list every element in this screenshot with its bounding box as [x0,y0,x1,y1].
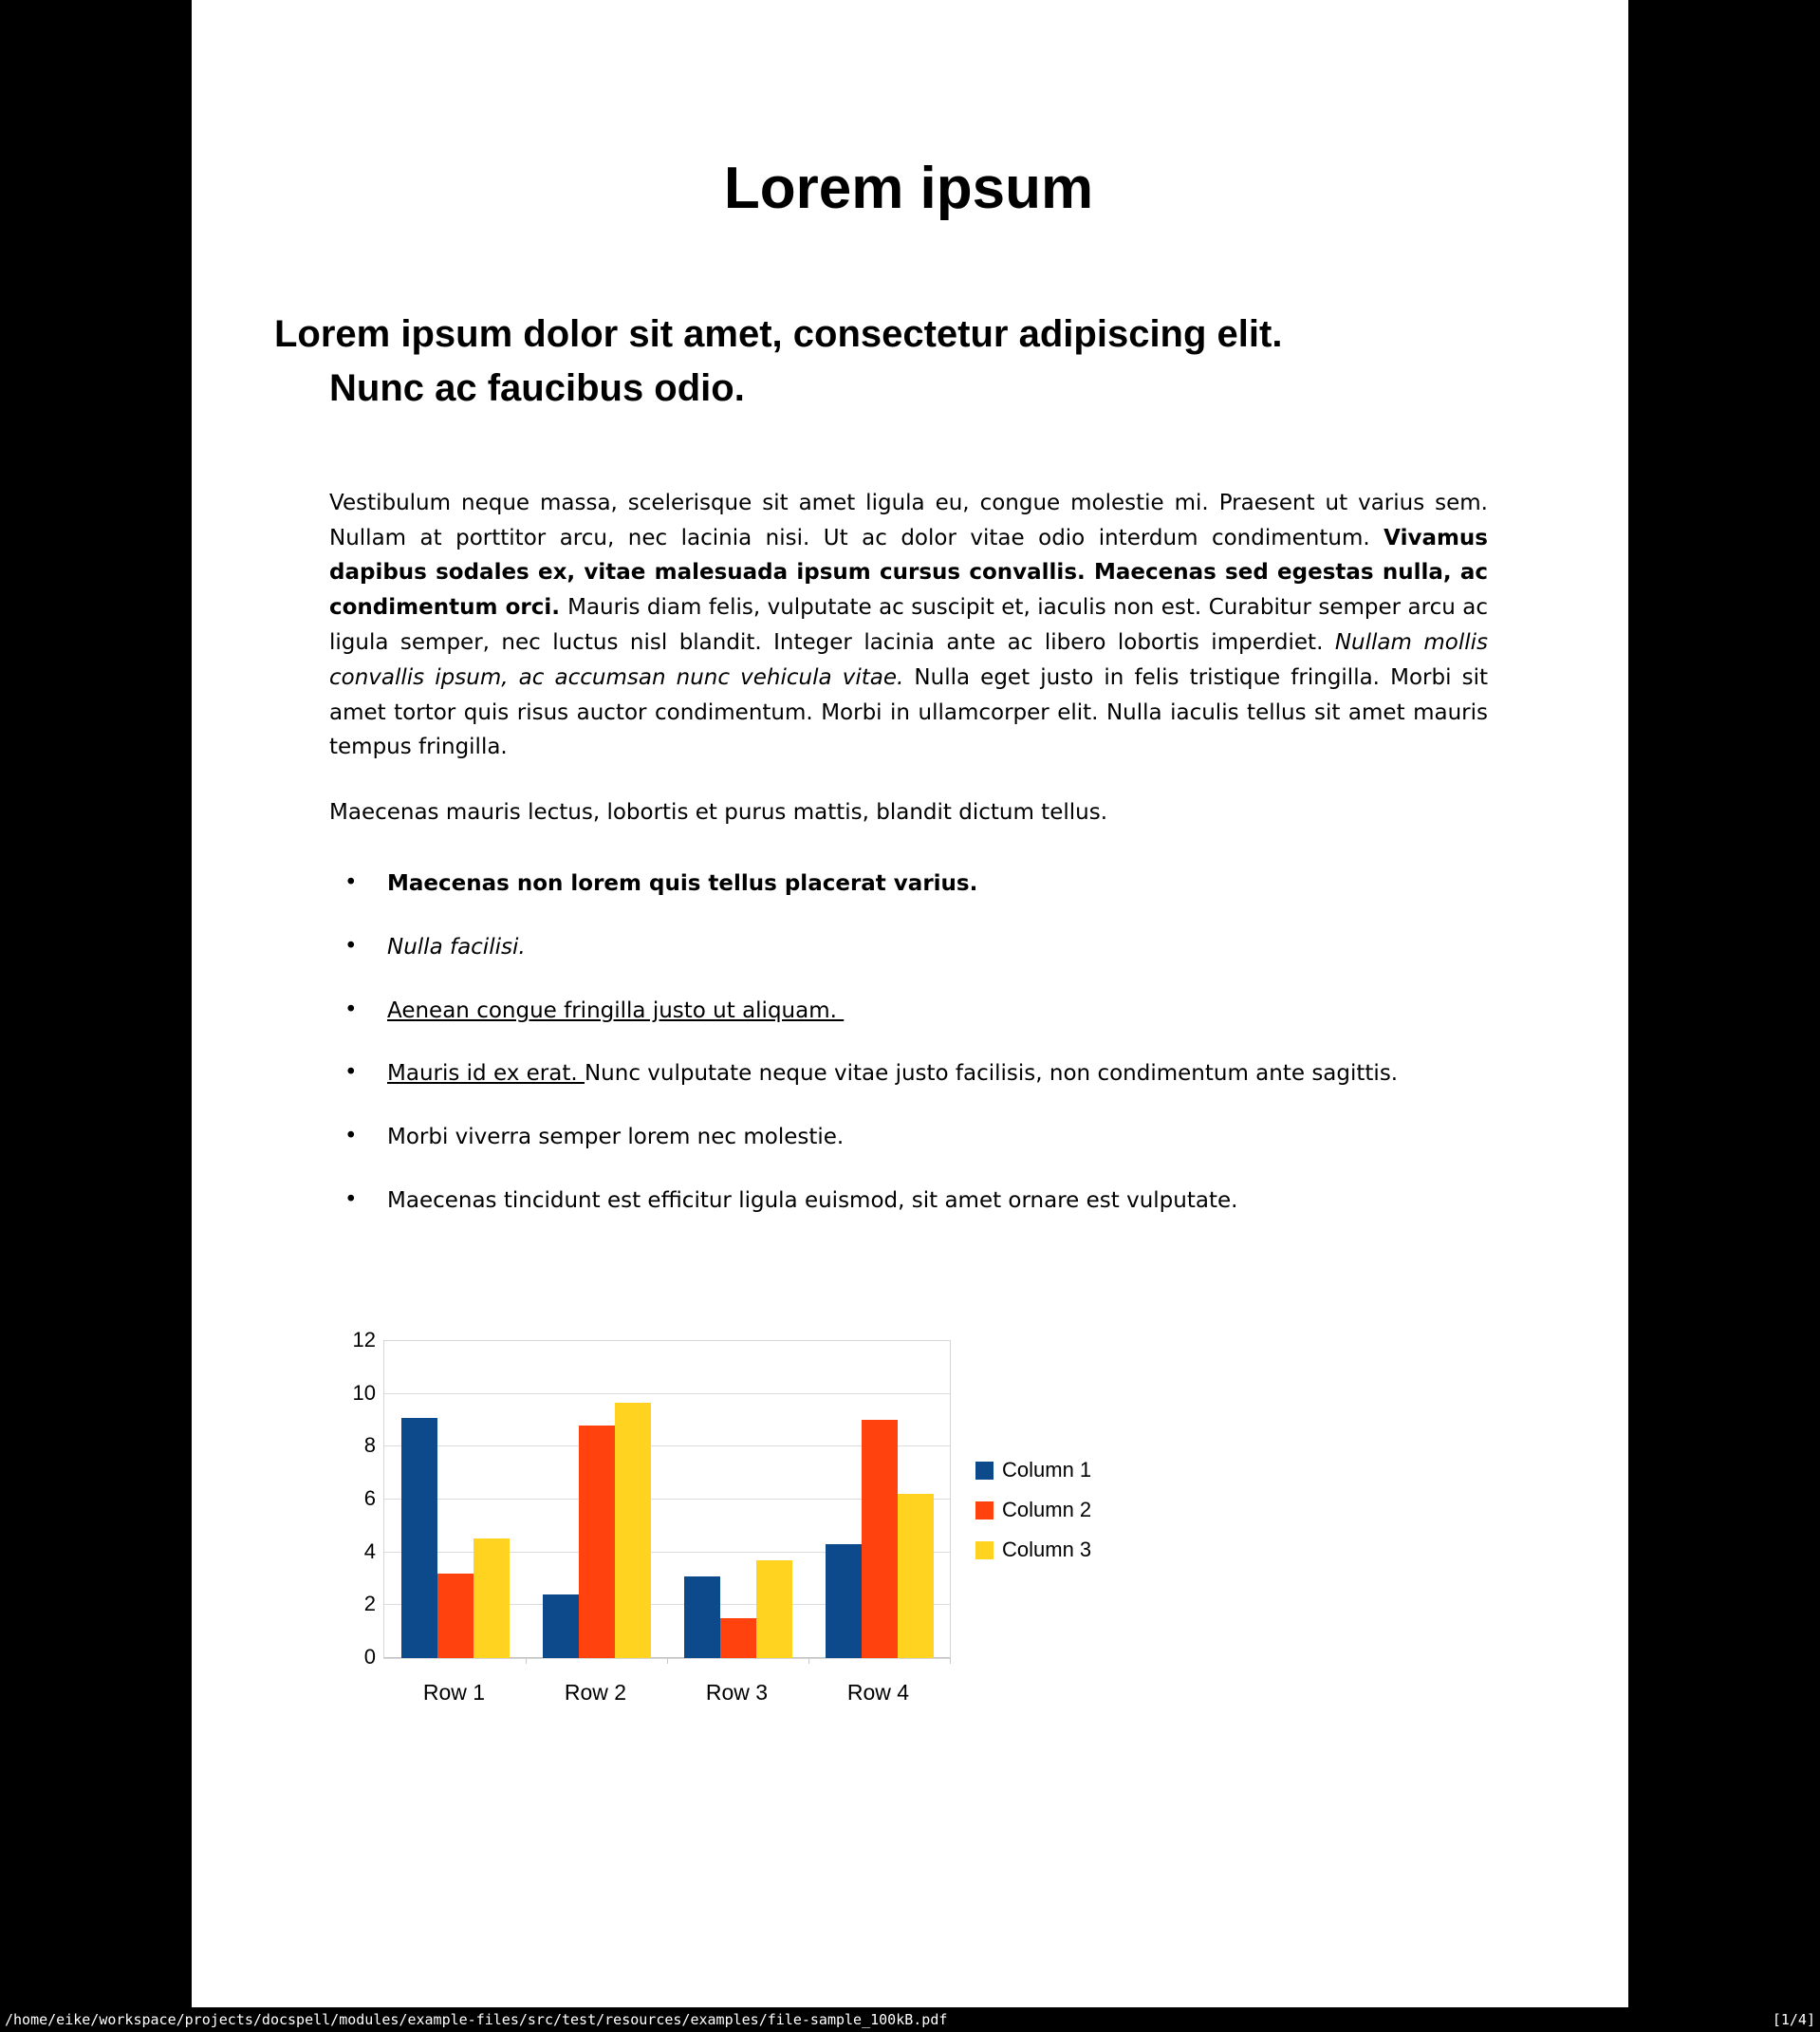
x-axis-category-label: Row 3 [705,1680,769,1705]
bar-row-3-column-3 [756,1560,792,1658]
text-segment: Maecenas tincidunt est efficitur ligula euismod, sit amet ornare est vulputate. [387,1188,1238,1214]
bar-row-4-column-2 [862,1420,898,1658]
bar-chart [344,1319,1321,1737]
y-axis-tick-label: 10 [352,1380,376,1405]
chart-plot-area [383,1340,951,1659]
legend-entry [975,1498,1091,1522]
bar-row-4-column-1 [826,1544,862,1658]
bar-row-2-column-2 [579,1426,615,1658]
x-axis-tick [950,1658,951,1664]
list-item [329,867,1488,902]
paragraph-2: Maecenas mauris lectus, lobortis et purus mattis, blandit dictum tellus. [329,800,1108,826]
bar-group [667,1341,808,1658]
bar-row-4-column-3 [898,1494,934,1658]
y-axis-tick-label: 8 [363,1433,376,1458]
bar-row-3-column-2 [720,1618,756,1658]
text-segment: Vestibulum neque massa, scelerisque sit amet ligula eu, congue molestie mi. Praesent ut varius sem. Nullam at porttitor arcu, nec lacinia nisi. Ut ac dolor vitae odio interdum condimentum. [329,490,1488,550]
bar-row-3-column-1 [684,1576,720,1658]
x-axis-category-label: Row 2 [564,1680,627,1705]
document-heading [274,308,1488,416]
chart-legend [975,1458,1091,1577]
text-segment: Nunc vulputate neque vitae justo facilisis, non condimentum ante sagittis. [584,1061,1399,1087]
heading-line: Lorem ipsum dolor sit amet, consectetur adipiscing elit. [274,313,1283,356]
bar-group [808,1341,950,1658]
viewer-statusbar [0,2007,1820,2032]
list-item [329,1184,1488,1219]
text-segment: Mauris id ex erat. [387,1061,585,1087]
y-axis-tick-label: 0 [363,1645,376,1668]
bar-row-1-column-2 [437,1574,474,1658]
document-page[interactable] [192,0,1628,2007]
bullet-list [329,867,1488,1219]
y-axis-tick-label: 12 [352,1328,376,1352]
legend-swatch [975,1541,994,1559]
paragraph-1 [329,486,1488,765]
text-segment: Nulla facilisi. [387,934,526,960]
list-item [329,1056,1488,1091]
document-title: Lorem ipsum [723,156,1094,221]
bar-row-2-column-1 [543,1594,579,1658]
bar-row-1-column-1 [401,1418,437,1658]
statusbar-file-path: /home/eike/workspace/projects/docspell/modules/example-files/src/test/resources/examples/file-sample_100kB.pdf [5,2011,948,2028]
bullet-marker: • [344,1187,358,1213]
statusbar-page-indicator: [1/4] [1772,2011,1815,2028]
bar-group [526,1341,667,1658]
legend-swatch [975,1501,994,1519]
legend-entry [975,1538,1091,1562]
list-item [329,1120,1488,1155]
y-axis-tick-label: 4 [363,1538,376,1563]
list-item [329,930,1488,965]
legend-entry [975,1458,1091,1482]
legend-label: Column 3 [1002,1538,1092,1561]
x-axis-tick [526,1658,527,1664]
document-content [192,155,1628,1219]
text-segment: Nulla eget justo in felis tristique fringilla. Morbi sit amet tortor quis risus auctor condimentum. Morbi in ullamcorper elit. Nulla iaculis tellus sit amet mauris tempus fringilla. [329,664,1488,760]
x-axis-category-label: Row 1 [422,1680,486,1705]
x-axis-category-label: Row 4 [846,1680,910,1705]
text-segment: Aenean congue fringilla justo ut aliquam. [387,997,845,1023]
y-axis-tick-label: 6 [363,1486,376,1510]
y-axis-tick-label: 2 [363,1592,376,1616]
legend-swatch [975,1462,994,1480]
bar-row-2-column-3 [615,1403,651,1658]
bullet-marker: • [344,997,358,1022]
bar-group [384,1341,526,1658]
legend-label: Column 1 [1002,1458,1092,1482]
bullet-marker: • [344,1060,358,1086]
bullet-marker: • [344,1124,358,1149]
x-axis-tick [667,1658,668,1664]
legend-label: Column 2 [1002,1498,1092,1521]
text-segment: Vivamus dapibus sodales ex, vitae malesuada ipsum cursus convallis. Maecenas sed egestas nulla, ac condimentum orci. [329,525,1488,621]
bullet-marker: • [344,870,358,896]
list-item [329,994,1488,1029]
bar-row-1-column-3 [474,1538,510,1658]
text-segment: Morbi viverra semper lorem nec molestie. [387,1125,845,1150]
heading-line: Nunc ac faucibus odio. [329,367,745,410]
text-segment: Mauris diam felis, vulputate ac suscipit et, iaculis non est. Curabitur semper arcu ac ligula semper, nec luctus nisl blandit. Integer lacinia ante ac libero lobortis imperdiet. [329,595,1488,656]
text-segment: Nullam mollis convallis ipsum, ac accumsan nunc vehicula vitae. [329,630,1488,690]
x-axis-tick [808,1658,809,1664]
bullet-marker: • [344,933,358,959]
text-segment: Maecenas non lorem quis tellus placerat varius. [387,871,978,897]
